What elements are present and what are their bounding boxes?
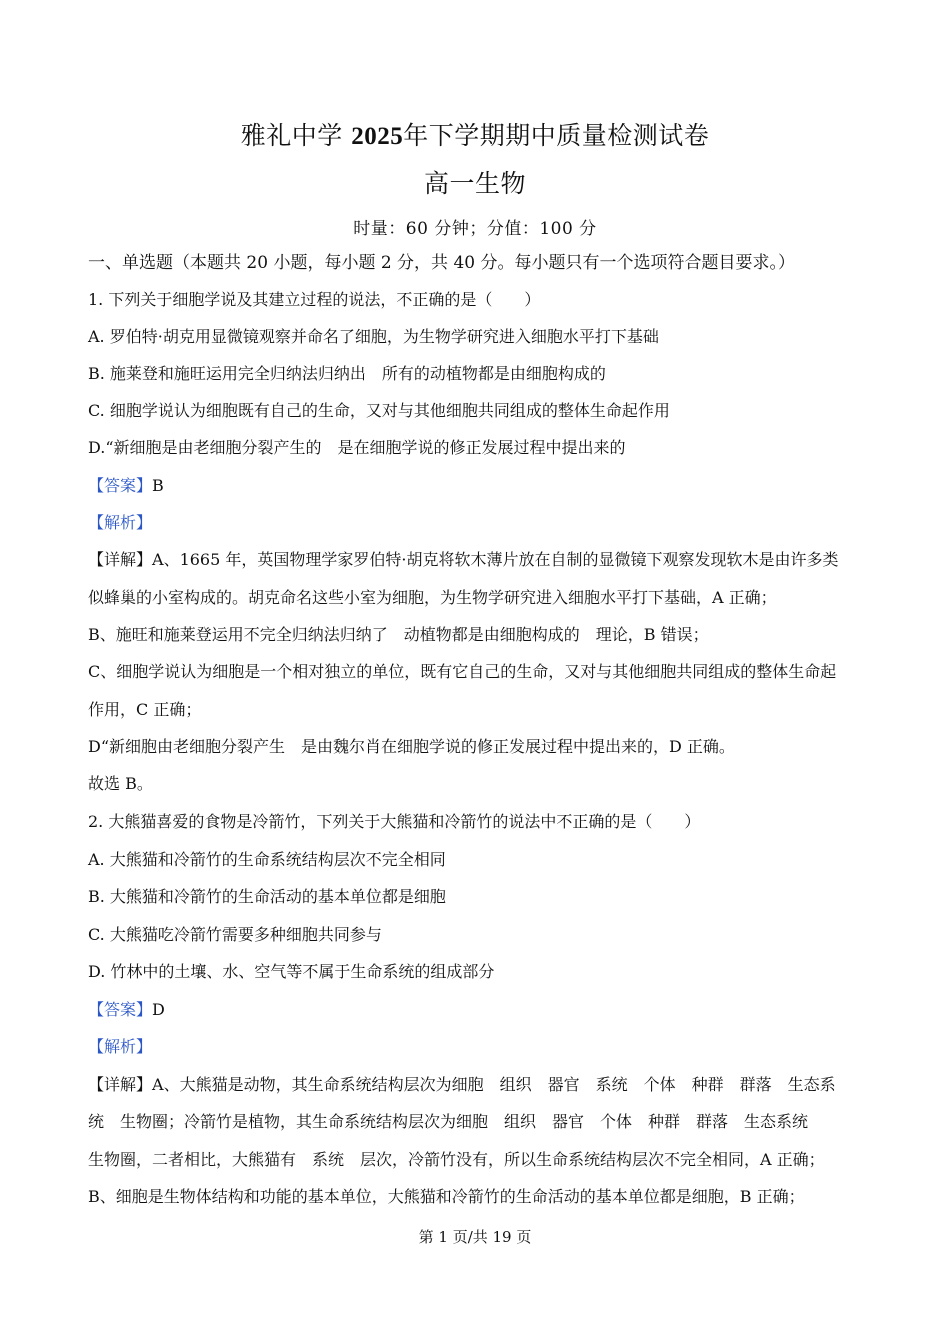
exam-title bbox=[0, 116, 950, 152]
page-footer: 第 1 页/共 19 页 bbox=[418, 1228, 532, 1246]
detail-tag: 【详解】 bbox=[88, 1075, 153, 1094]
q1-analysis-tag bbox=[88, 513, 878, 533]
q1-conclusion: 故选 B。 bbox=[88, 774, 153, 793]
q2-detail-line-2: 统 生物圈；冷箭竹是植物，其生命系统结构层次为细胞 组织 器官 个体 种群 群落 生态系统 bbox=[88, 1112, 809, 1131]
q1-option-c: C. 细胞学说认为细胞既有自己的生命，又对与其他细胞共同组成的整体生命起作用 bbox=[88, 401, 670, 420]
exam-meta: 时量：60 分钟；分值：100 分 bbox=[353, 219, 597, 239]
q1-answer-value: B bbox=[152, 476, 164, 495]
subject-title: 高一生物 bbox=[423, 169, 526, 198]
q1-option-d: D.“新细胞是由老细胞分裂产生的 是在细胞学说的修正发展过程中提出来的 bbox=[88, 438, 626, 457]
q2-detail-line-3: 生物圈，二者相比，大熊猫有 系统 层次，冷箭竹没有，所以生命系统结构层次不完全相同，A 正确； bbox=[88, 1150, 825, 1169]
exam-year: 2025 bbox=[351, 123, 404, 150]
q1-answer bbox=[88, 476, 878, 496]
detail-tag: 【详解】 bbox=[88, 550, 153, 569]
analysis-tag: 【解析】 bbox=[88, 513, 153, 532]
q2-detail-text-1: A、大熊猫是动物，其生命系统结构层次为细胞 组织 器官 系统 个体 种群 群落 生态系 bbox=[152, 1075, 836, 1094]
q2-option-a: A. 大熊猫和冷箭竹的生命系统结构层次不完全相同 bbox=[88, 850, 446, 869]
q2-option-d: D. 竹林中的土壤、水、空气等不属于生命系统的组成部分 bbox=[88, 962, 495, 981]
q1-detail-line-1 bbox=[88, 550, 878, 570]
q1-detail-line-4: C、细胞学说认为细胞是一个相对独立的单位，既有它自己的生命，又对与其他细胞共同组成的整体生命起 bbox=[88, 662, 837, 681]
q2-detail-line-4: B、细胞是生物体结构和功能的基本单位，大熊猫和冷箭竹的生命活动的基本单位都是细胞，B 正确； bbox=[88, 1187, 805, 1206]
section-title: 一、单选题（本题共 20 小题，每小题 2 分，共 40 分。每小题只有一个选项符合题目要求。） bbox=[88, 253, 796, 273]
q2-stem: 2. 大熊猫喜爱的食物是冷箭竹，下列关于大熊猫和冷箭竹的说法中不正确的是（ ） bbox=[88, 812, 701, 831]
q2-answer bbox=[88, 1000, 878, 1020]
answer-tag: 【答案】 bbox=[88, 1000, 153, 1019]
q2-answer-value: D bbox=[152, 1000, 165, 1019]
school-name: 雅礼中学 bbox=[240, 121, 343, 150]
q1-detail-text-1: A、1665 年，英国物理学家罗伯特·胡克将软木薄片放在自制的显微镜下观察发现软木是由许多类 bbox=[152, 550, 839, 569]
answer-tag: 【答案】 bbox=[88, 476, 153, 495]
q1-detail-line-2: 似蜂巢的小室构成的。胡克命名这些小室为细胞，为生物学研究进入细胞水平打下基础，A 正确； bbox=[88, 588, 777, 607]
q1-option-a: A. 罗伯特·胡克用显微镜观察并命名了细胞，为生物学研究进入细胞水平打下基础 bbox=[88, 327, 659, 346]
q2-detail-line-1 bbox=[88, 1075, 878, 1095]
exam-title-text: 年下学期期中质量检测试卷 bbox=[403, 121, 710, 150]
q1-detail-line-5: 作用，C 正确； bbox=[88, 700, 202, 719]
q2-option-c: C. 大熊猫吃冷箭竹需要多种细胞共同参与 bbox=[88, 925, 382, 944]
analysis-tag: 【解析】 bbox=[88, 1037, 153, 1056]
q2-analysis-tag bbox=[88, 1037, 878, 1057]
q1-detail-line-3: B、施旺和施莱登运用不完全归纳法归纳了 动植物都是由细胞构成的 理论，B 错误； bbox=[88, 625, 709, 644]
q1-stem: 1. 下列关于细胞学说及其建立过程的说法，不正确的是（ ） bbox=[88, 290, 541, 309]
q2-option-b: B. 大熊猫和冷箭竹的生命活动的基本单位都是细胞 bbox=[88, 887, 446, 906]
q1-detail-line-6: D“新细胞由老细胞分裂产生 是由魏尔肖在细胞学说的修正发展过程中提出来的，D 正确。 bbox=[88, 737, 735, 756]
q1-option-b: B. 施莱登和施旺运用完全归纳法归纳出 所有的动植物都是由细胞构成的 bbox=[88, 364, 606, 383]
